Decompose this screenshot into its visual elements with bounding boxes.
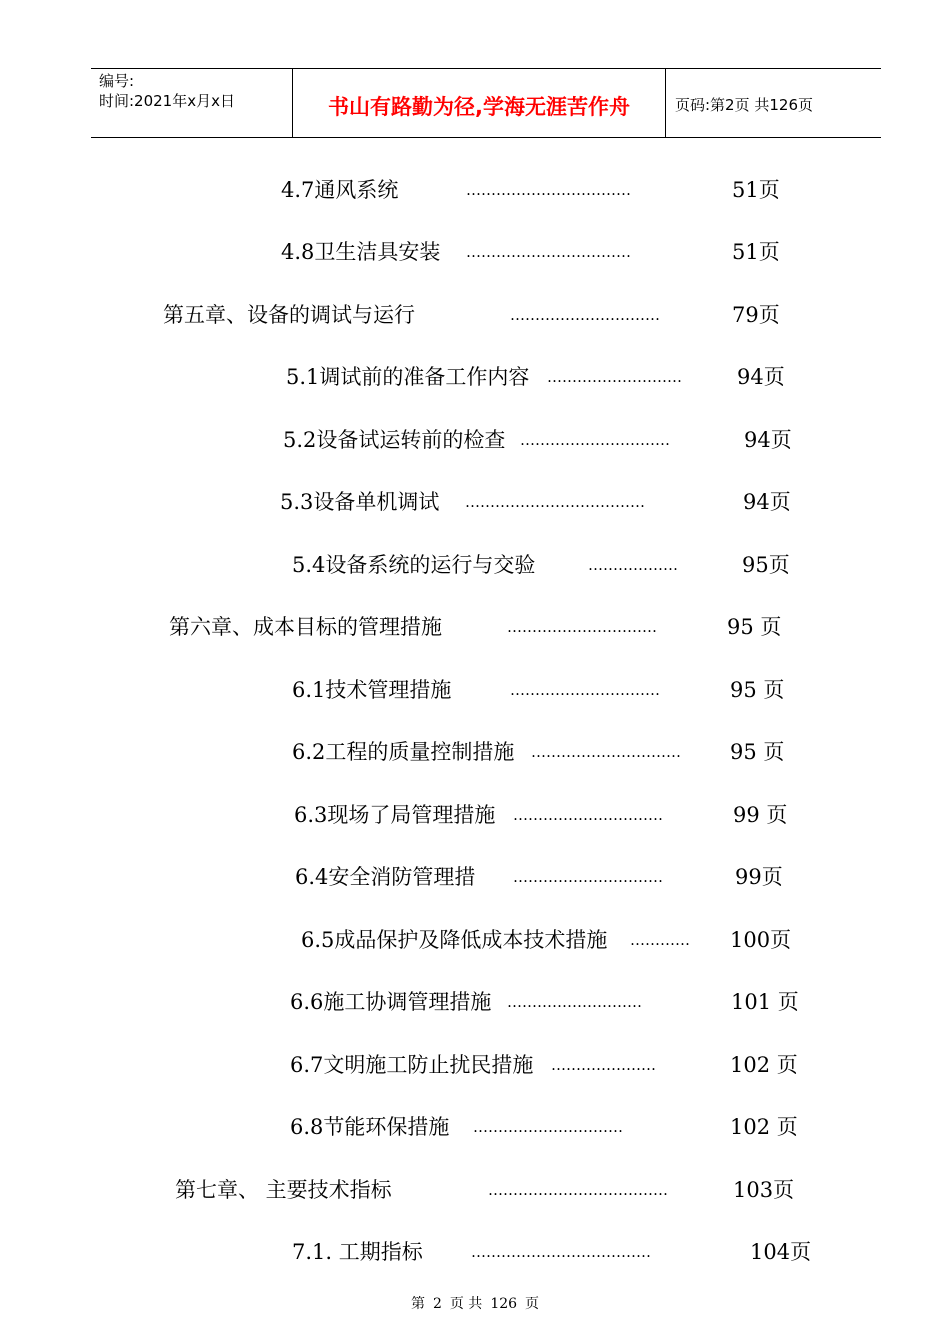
footer-prefix: 第: [410, 1296, 425, 1312]
toc-title: 4.8卫生洁具安装: [281, 240, 441, 264]
toc-title: 第七章、 主要技术指标: [175, 1178, 392, 1202]
toc-leader: …………………………: [510, 681, 660, 699]
toc-title: 6.8节能环保措施: [290, 1115, 450, 1139]
toc-row[interactable]: [0, 175, 950, 205]
footer-current-page: 2: [432, 1296, 442, 1312]
toc-title: 4.7通风系统: [281, 178, 399, 202]
toc-page: 99页: [735, 865, 783, 889]
toc-title: 6.5成品保护及降低成本技术措施: [301, 928, 608, 952]
toc-row[interactable]: [0, 862, 950, 892]
toc-leader: …………………………: [520, 431, 670, 449]
header-page-label: 页码:第2页 共126页: [675, 96, 813, 114]
toc-title: 5.4设备系统的运行与交验: [292, 553, 536, 577]
toc-leader: ………………: [588, 556, 678, 574]
footer-suffix: 页: [525, 1296, 540, 1312]
toc-title: 5.3设备单机调试: [280, 490, 440, 514]
toc-row[interactable]: [0, 425, 950, 455]
toc-leader: …………………………: [531, 743, 681, 761]
toc-row[interactable]: [0, 1112, 950, 1142]
toc-row[interactable]: [0, 1050, 950, 1080]
toc-page: 51页: [732, 240, 780, 264]
motto: 书山有路勤为径,学海无涯苦作舟: [328, 95, 630, 119]
toc-title: 5.2设备试运转前的检查: [283, 428, 506, 452]
toc-leader: ………………………: [547, 368, 682, 386]
toc-title: 6.4安全消防管理措: [295, 865, 476, 889]
toc-leader: …………………………: [513, 868, 663, 886]
document-header: [91, 68, 881, 138]
toc-page: 95 页: [730, 678, 785, 702]
toc-title: 6.1技术管理措施: [292, 678, 452, 702]
toc-title: 6.2工程的质量控制措施: [292, 740, 515, 764]
time-label: 时间:2021年x月x日: [99, 92, 235, 110]
toc-page: 94页: [744, 428, 792, 452]
toc-row[interactable]: [0, 1237, 950, 1267]
footer-total-pages: 126: [490, 1296, 518, 1312]
toc-page: 95页: [742, 553, 790, 577]
header-page-cell: [666, 69, 881, 137]
toc-leader: ………………………………: [465, 493, 645, 511]
toc-page: 99 页: [733, 803, 788, 827]
toc-page: 95 页: [727, 615, 782, 639]
toc-leader: …………………: [551, 1056, 656, 1074]
footer-mid: 页 共: [449, 1296, 483, 1312]
toc-leader: …………………………: [473, 1118, 623, 1136]
toc-leader: …………………………: [513, 806, 663, 824]
toc-page: 79页: [732, 303, 780, 327]
toc-row[interactable]: [0, 550, 950, 580]
toc-title: 6.6施工协调管理措施: [290, 990, 492, 1014]
toc-title: 7.1. 工期指标: [292, 1240, 423, 1264]
toc-page: 95 页: [730, 740, 785, 764]
toc-leader: ………………………: [507, 993, 642, 1011]
toc-row[interactable]: [0, 800, 950, 830]
toc-row[interactable]: [0, 300, 950, 330]
toc-leader: ………………………………: [488, 1181, 668, 1199]
toc-leader: ………………………………: [471, 1243, 651, 1261]
toc-page: 102 页: [730, 1115, 798, 1139]
toc-leader: ……………………………: [466, 243, 631, 261]
toc-title: 第五章、设备的调试与运行: [163, 303, 415, 327]
number-label: 编号:: [99, 72, 135, 90]
toc-page: 100页: [730, 928, 792, 952]
page-footer: [0, 1293, 950, 1313]
toc-leader: …………………………: [507, 618, 657, 636]
header-meta-cell: [91, 69, 293, 137]
toc-row[interactable]: [0, 1175, 950, 1205]
header-motto-cell: [293, 69, 666, 137]
toc-page: 51页: [732, 178, 780, 202]
toc-leader: …………: [630, 931, 690, 949]
toc-row[interactable]: [0, 362, 950, 392]
toc-title: 5.1调试前的准备工作内容: [286, 365, 530, 389]
toc-page: 101 页: [731, 990, 799, 1014]
toc-page: 94页: [743, 490, 791, 514]
toc-row[interactable]: [0, 675, 950, 705]
toc-row[interactable]: [0, 925, 950, 955]
toc-row[interactable]: [0, 737, 950, 767]
toc-row[interactable]: [0, 237, 950, 267]
toc-leader: ……………………………: [466, 181, 631, 199]
toc-title: 第六章、成本目标的管理措施: [169, 615, 442, 639]
toc-page: 94页: [737, 365, 785, 389]
toc-leader: …………………………: [510, 306, 660, 324]
toc-row[interactable]: [0, 612, 950, 642]
toc-title: 6.3现场了局管理措施: [294, 803, 496, 827]
toc-page: 103页: [733, 1178, 795, 1202]
toc-row[interactable]: [0, 487, 950, 517]
toc-title: 6.7文明施工防止扰民措施: [290, 1053, 534, 1077]
toc-page: 104页: [750, 1240, 812, 1264]
toc-row[interactable]: [0, 987, 950, 1017]
toc-page: 102 页: [730, 1053, 798, 1077]
